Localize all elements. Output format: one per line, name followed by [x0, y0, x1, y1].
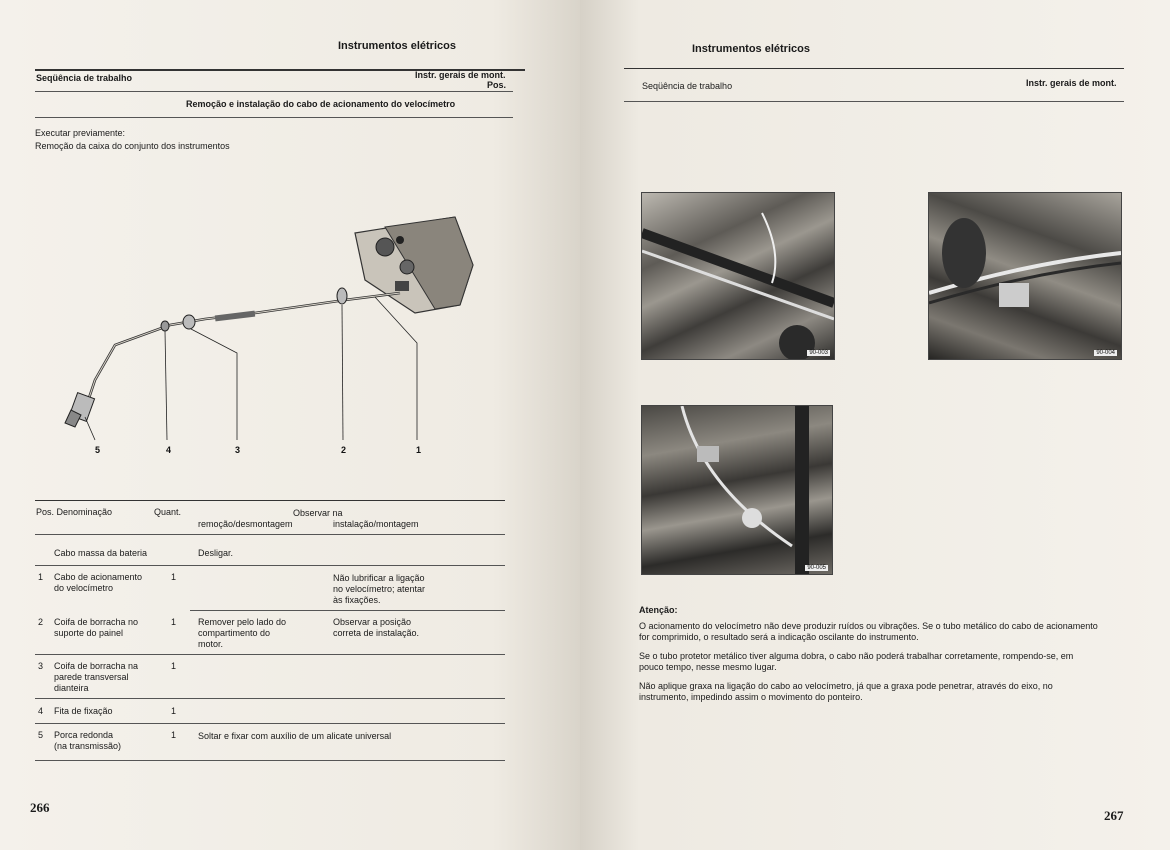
sequence-label: Seqüência de trabalho: [36, 73, 133, 83]
photo-tag: 90-004: [1096, 350, 1115, 356]
instrument-cluster: [355, 217, 473, 313]
page-number: 266: [30, 800, 50, 815]
speedometer-cable-diagram: [55, 205, 485, 460]
round-nut-5: [65, 393, 95, 427]
col-header-observar: Observar na: [293, 508, 343, 518]
section-rule: [35, 117, 513, 118]
row-removal: Soltar e fixar com auxílio de um alicate universal: [198, 731, 392, 741]
section-title: Remoção e instalação do cabo de acionamento do velocímetro: [186, 99, 456, 109]
callout-2: 2: [341, 445, 347, 455]
callout-4: 4: [166, 445, 172, 455]
instr-label: Instr. gerais de mont.: [1026, 78, 1117, 88]
rubber-grommet-2: [337, 288, 347, 304]
row-qty: 1: [171, 706, 177, 716]
callout-5: 5: [95, 445, 101, 455]
row-name: Fita de fixação: [54, 706, 113, 716]
pos-label: Pos.: [487, 80, 507, 90]
row-rule: [35, 723, 505, 724]
page-header-title: Instrumentos elétricos: [338, 40, 456, 52]
col-header-removal: remoção/desmontagem: [198, 519, 293, 529]
callout-3: 3: [235, 445, 241, 455]
attention-note: [639, 621, 1099, 711]
row-pos: 5: [38, 730, 44, 740]
photo-speedometer-cable-2: [928, 192, 1122, 360]
table-bottom-rule: [35, 760, 505, 761]
pre-step-label: Executar previamente:: [35, 128, 126, 138]
col-header-pos: Pos. Denominação: [36, 507, 113, 517]
attention-title: Atenção:: [639, 605, 678, 615]
instr-label: Instr. gerais de mont.: [415, 70, 506, 80]
photo-tag: 90-003: [809, 350, 828, 356]
row-rule: [35, 654, 505, 655]
row-pos: 4: [38, 706, 44, 716]
row-name: Cabo de acionamento do velocímetro: [54, 572, 143, 593]
page-number: 267: [1104, 808, 1124, 823]
row-pos: 3: [38, 661, 44, 671]
note-paragraph: Se o tubo protetor metálico tiver alguma dobra, o cabo não poderá trabalhar corretamente, rompendo-se, em pouco tempo, nesse mesmo lugar.: [639, 651, 1074, 672]
table-header-rule: [35, 534, 505, 535]
row-name: Cabo massa da bateria: [54, 548, 148, 558]
row-removal: Remover pelo lado do compartimento do motor.: [198, 617, 287, 649]
row-install: Observar a posição correta de instalação.: [333, 617, 420, 638]
subheader-rule: [624, 101, 1124, 102]
right-page: [580, 0, 1170, 850]
row-install: Não lubrificar a ligação no velocímetro; atentar às fixações.: [333, 573, 426, 605]
subheader-rule: [35, 91, 513, 92]
row-qty: 1: [171, 661, 177, 671]
col-header-install: instalação/montagem: [333, 519, 419, 529]
header-rule: [624, 68, 1124, 69]
note-paragraph: Não aplique graxa na ligação do cabo ao velocímetro, já que a graxa pode penetrar, através do eixo, no instrumento, impedindo assim o movimento do ponteiro.: [639, 681, 1053, 702]
row-qty: 1: [171, 572, 177, 582]
sequence-label: Seqüência de trabalho: [642, 81, 733, 91]
row-rule: [35, 698, 505, 699]
row-name: Porca redonda (na transmissão): [54, 730, 122, 751]
row-pos: 1: [38, 572, 44, 582]
row-name: Coifa de borracha no suporte do painel: [54, 617, 139, 638]
row-pos: 2: [38, 617, 44, 627]
page-header-title: Instrumentos elétricos: [692, 43, 810, 55]
row-rule: [190, 610, 505, 611]
pre-step-text: Remoção da caixa do conjunto dos instrumentos: [35, 141, 230, 151]
row-name: Coifa de borracha na parede transversal dianteira: [54, 661, 139, 693]
col-header-quant: Quant.: [154, 507, 182, 517]
row-rule: [35, 565, 505, 566]
photo-speedometer-cable-1: [641, 192, 835, 360]
clamp-band-4: [161, 321, 169, 331]
row-qty: 1: [171, 617, 177, 627]
table-top-rule: [35, 500, 505, 501]
photo-speedometer-cable-3: [641, 405, 833, 575]
callout-1: 1: [416, 445, 422, 455]
row-removal: Desligar.: [198, 548, 234, 558]
note-paragraph: O acionamento do velocímetro não deve produzir ruídos ou vibrações. Se o tubo metálico do cabo de acionamento for comprimido, o resultado será a indicação oscilante do instrumento.: [639, 621, 1098, 642]
photo-tag: 90-005: [807, 565, 826, 571]
row-qty: 1: [171, 730, 177, 740]
left-page: [0, 0, 580, 850]
rubber-grommet-3: [183, 315, 195, 329]
